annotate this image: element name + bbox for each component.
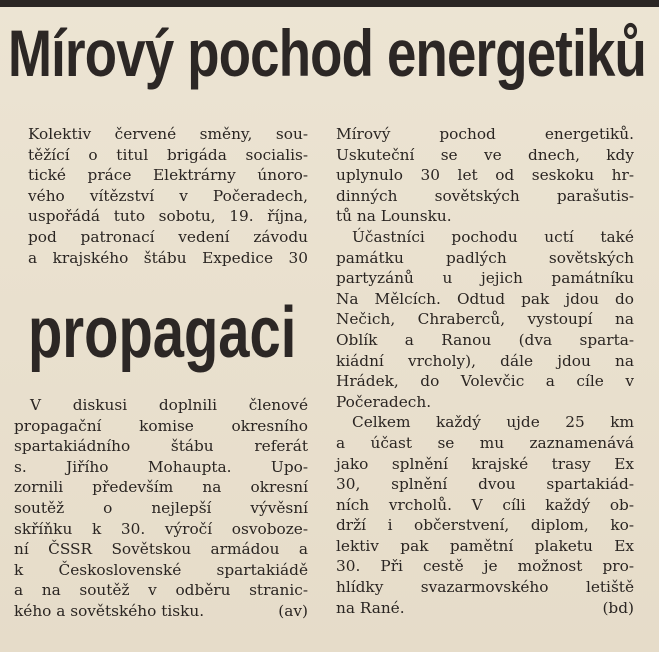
paragraph-line: jako splnění krajské trasy Ex <box>336 454 634 473</box>
paragraph-line: drží i občerstvení, diplom, ko- <box>336 516 634 535</box>
paragraph-line: kiádní vrcholy), dále jdou na <box>336 351 634 370</box>
paragraph-line: Celkem každý ujde 25 km <box>352 413 634 432</box>
paragraph-line: k Československé spartakiádě <box>14 560 308 579</box>
paragraph-line: skříňku k 30. výročí osvoboze- <box>14 519 308 538</box>
paragraph-line: a krajského štábu Expedice 30 <box>28 248 308 267</box>
paragraph-line: těžící o titul brigáda socialis- <box>28 145 308 164</box>
top-rule <box>0 0 659 7</box>
paragraph-line: soutěž o nejlepší vývěsní <box>14 498 308 517</box>
left-column-bottom <box>14 395 308 622</box>
paragraph-line: a na soutěž v odběru stranic- <box>14 581 308 600</box>
author-signature: (bd) <box>602 598 634 617</box>
paragraph-line: partyzánů u jejich památníku <box>336 269 634 288</box>
paragraph-line: spartakiádního štábu referát <box>14 437 308 456</box>
paragraph-line: zornili především na okresní <box>14 478 308 497</box>
paragraph-line: tů na Lounsku. <box>336 207 452 226</box>
left-column-top <box>28 124 308 268</box>
right-column <box>336 124 634 618</box>
paragraph-line: ní ČSSR Sovětskou armádou a <box>14 540 308 559</box>
paragraph-line: Oblík a Ranou (dva sparta- <box>336 330 634 349</box>
paragraph-line: hlídky svazarmovského letiště <box>336 578 634 597</box>
paragraph-line-last <box>14 601 308 622</box>
author-signature: (av) <box>278 601 308 620</box>
paragraph-line: ních vrcholů. V cíli každý ob- <box>336 495 634 514</box>
paragraph-line: vého vítězství v Počeradech, <box>28 186 308 205</box>
paragraph-line: uspořádá tuto sobotu, 19. října, <box>28 207 308 226</box>
paragraph-line: tické práce Elektrárny únoro- <box>28 166 308 185</box>
paragraph-line: propagační komise okresního <box>14 416 308 435</box>
paragraph-line: dinných sovětských parašutis- <box>336 186 634 205</box>
paragraph-line: Hrádek, do Volevčic a cíle v <box>336 372 634 391</box>
paragraph-line: 30. Při cestě je možnost pro- <box>336 557 634 576</box>
paragraph-line-last <box>336 598 634 619</box>
paragraph-line: uplynulo 30 let od seskoku hr- <box>336 166 634 185</box>
paragraph-line: Uskuteční se ve dnech, kdy <box>336 145 634 164</box>
paragraph-line: Nečich, Chraberců, vystoupí na <box>336 310 634 329</box>
paragraph-line: Na Mělcích. Odtud pak jdou do <box>336 289 634 308</box>
paragraph-line: pod patronací vedení závodu <box>28 227 308 246</box>
subheadline: propagaci <box>28 293 297 373</box>
paragraph-line: Účastníci pochodu uctí také <box>352 227 634 246</box>
paragraph-line: 30, splnění dvou spartakiád- <box>336 475 634 494</box>
paragraph-line: s. Jiřího Mohaupta. Upo- <box>14 457 308 476</box>
paragraph-line: V diskusi doplnili členové <box>30 396 308 414</box>
paragraph-line: lektiv pak pamětní plaketu Ex <box>336 536 634 555</box>
paragraph-line: Počeradech. <box>336 392 432 411</box>
paragraph-line: památku padlých sovětských <box>336 248 634 267</box>
paragraph-text: kého a sovětského tisku. <box>14 601 205 620</box>
paragraph-line: Mírový pochod energetiků. <box>336 125 634 143</box>
paragraph-text: na Rané. <box>336 598 405 617</box>
headline: Mírový pochod energetiků <box>8 16 646 90</box>
paragraph-line: Kolektiv červené směny, sou- <box>28 125 308 143</box>
paragraph-line: a účast se mu zaznamenává <box>336 433 634 452</box>
